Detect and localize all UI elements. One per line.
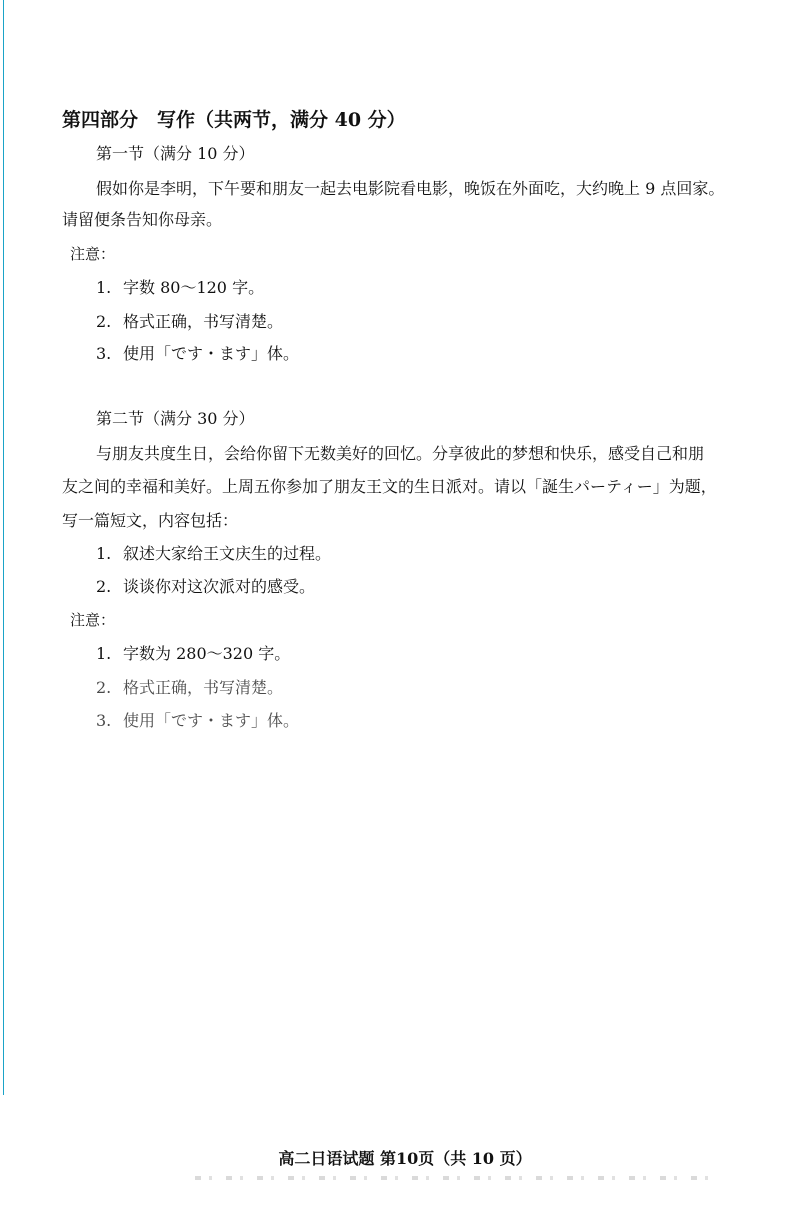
item-text: 谈谈你对这次派对的感受。 (123, 577, 316, 596)
item-text: 格式正确，书写清楚。 (123, 678, 284, 697)
item-number: 2. (96, 577, 112, 596)
section1-note-label: 注意： (70, 245, 116, 263)
section2-note-item-3 (96, 711, 299, 731)
section2-content-item-2 (96, 577, 315, 597)
section1-note-item-3 (96, 344, 299, 364)
item-number: 2. (96, 312, 112, 331)
item-text: 字数 80～120 字。 (123, 278, 265, 297)
item-number: 1. (96, 544, 112, 563)
item-number: 1. (96, 278, 112, 297)
item-number: 2. (96, 678, 112, 697)
item-text: 使用「です・ます」体。 (123, 711, 300, 730)
page-footer: 高二日语试题 第10页（共 10 页） (278, 1149, 532, 1168)
section1-prompt-line1: 假如你是李明，下午要和朋友一起去电影院看电影，晚饭在外面吃，大约晚上 9 点回家。 (96, 179, 725, 198)
section1-note-item-1 (96, 278, 264, 298)
section1-prompt-line2: 请留便条告知你母亲。 (62, 210, 223, 229)
item-text: 字数为 280～320 字。 (123, 644, 291, 663)
item-text: 格式正确，书写清楚。 (123, 312, 284, 331)
section2-title: 第二节（满分 30 分） (96, 409, 255, 428)
item-number: 3. (96, 344, 112, 363)
item-number: 1. (96, 644, 112, 663)
section2-content-item-1 (96, 544, 331, 564)
section2-note-label: 注意： (70, 611, 116, 629)
item-text: 使用「です・ます」体。 (123, 344, 300, 363)
section2-note-item-1 (96, 644, 290, 664)
item-number: 3. (96, 711, 112, 730)
section1-note-item-2 (96, 312, 283, 332)
scan-noise-line (195, 1176, 715, 1180)
section2-prompt-line2: 友之间的幸福和美好。上周五你参加了朋友王文的生日派对。请以「誕生パーティー」为题， (62, 477, 717, 496)
section2-prompt-line1: 与朋友共度生日，会给你留下无数美好的回忆。分享彼此的梦想和快乐，感受自己和朋 (96, 444, 705, 463)
part-heading: 第四部分 写作（共两节，满分 40 分） (62, 109, 406, 131)
item-text: 叙述大家给王文庆生的过程。 (123, 544, 332, 563)
section2-note-item-2 (96, 678, 283, 698)
section2-prompt-line3: 写一篇短文，内容包括： (62, 511, 239, 530)
section1-title: 第一节（满分 10 分） (96, 144, 255, 163)
